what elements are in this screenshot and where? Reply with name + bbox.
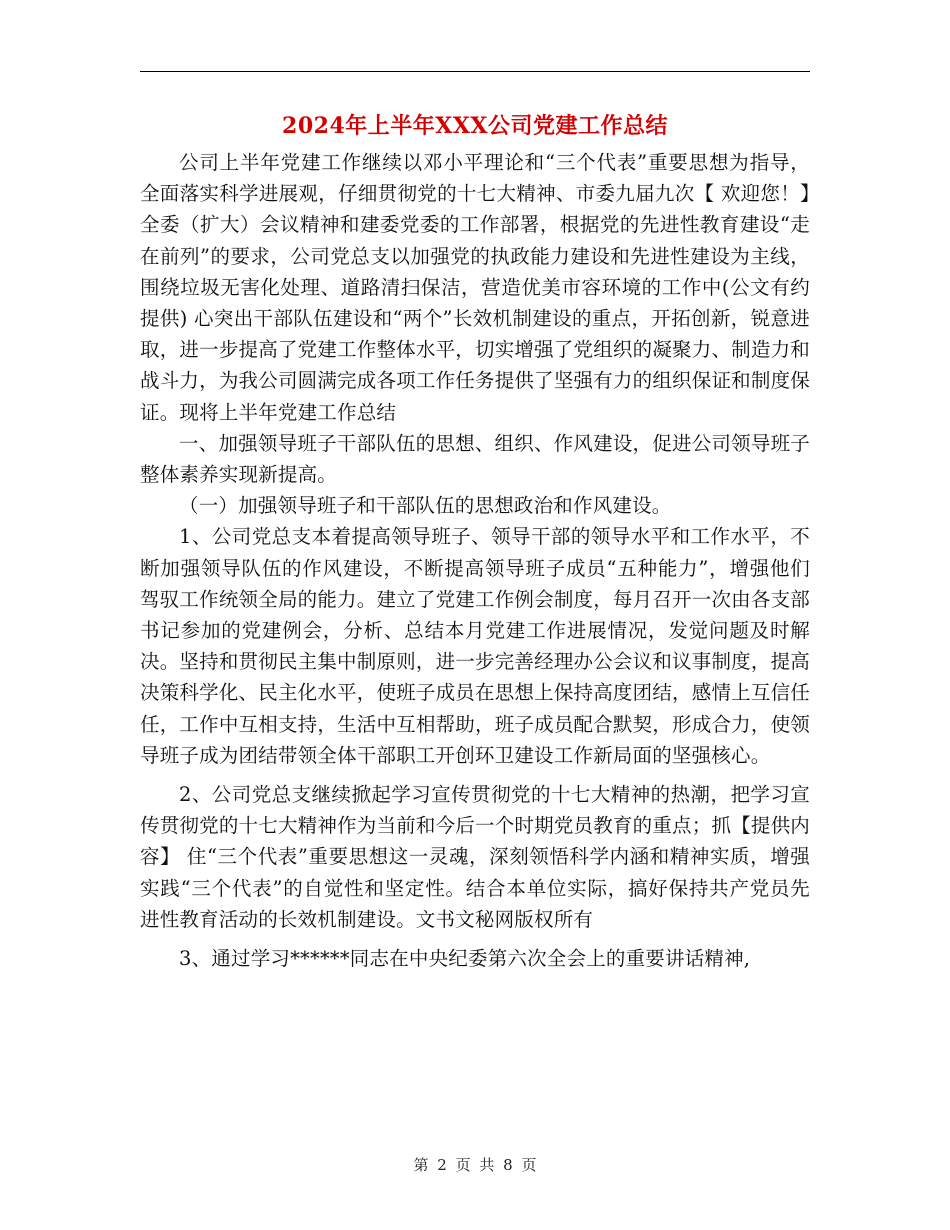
document-title: 2024年上半年XXX公司党建工作总结 — [282, 113, 668, 139]
header-rule — [140, 71, 810, 72]
paragraph-item-1: 1、公司党总支本着提高领导班子、领导干部的领导水平和工作水平，不断加强领导队伍的作风建设，不断提高领导班子成员“五种能力”，增强他们驾驭工作统领全局的能力。建立了党建工作例会制度，每月召开一次由各支部书记参加的党建例会，分析、总结本月党建工作进展情况，发觉问题及时解决。坚持和贯彻民主集中制原则，进一步完善经理办公会议和议事制度，提高决策科学化、民主化水平，使班子成员在思想上保持高度团结，感情上互信任任，工作中互相支持，生活中互相帮助，班子成员配合默契，形成合力，使领导班子成为团结带领全体干部职工开创环卫建设工作新局面的坚强核心。 — [140, 525, 810, 767]
paragraph-section-1-heading: 一、加强领导班子干部队伍的思想、组织、作风建设，促进公司领导班子整体素养实现新提高。 — [140, 431, 810, 487]
page-number-footer: 第 2 页 共 8 页 — [413, 1156, 537, 1174]
document-body — [140, 147, 810, 974]
paragraph-subsection-1-heading: （一）加强领导班子和干部队伍的思想政治和作风建设。 — [179, 494, 672, 518]
paragraph-intro: 公司上半年党建工作继续以邓小平理论和“三个代表”重要思想为指导，全面落实科学进展观，仔细贯彻党的十七大精神、市委九届九次【 欢迎您！】全委（扩大）会议精神和建委党委的工作部署，根据党的先进性教育建设“走在前列”的要求，公司党总支以加强党的执政能力建设和先进性建设为主线，围绕垃圾无害化处理、道路清扫保洁，营造优美市容环境的工作中(公文有约提供) 心突出干部队伍建设和“两个”长效机制建设的重点，开拓创新，锐意进取，进一步提高了党建工作整体水平，切实增强了党组织的凝聚力、制造力和战斗力，为我公司圆满完成各项工作任务提供了坚强有力的组织保证和制度保证。现将上半年党建工作总结 — [140, 151, 810, 424]
paragraph-item-3: 3、通过学习******同志在中央纪委第六次全会上的重要讲话精神, — [179, 947, 751, 971]
paragraph-item-2: 2、公司党总支继续掀起学习宣传贯彻党的十七大精神的热潮，把学习宣传贯彻党的十七大精神作为当前和今后一个时期党员教育的重点；抓【提供内容】 住“三个代表”重要思想这一灵魂，深刻领悟科学内涵和精神实质，增强实践“三个代表”的自觉性和坚定性。结合本单位实际，搞好保持共产党员先进性教育活动的长效机制建设。文书文秘网版权所有 — [140, 783, 810, 931]
